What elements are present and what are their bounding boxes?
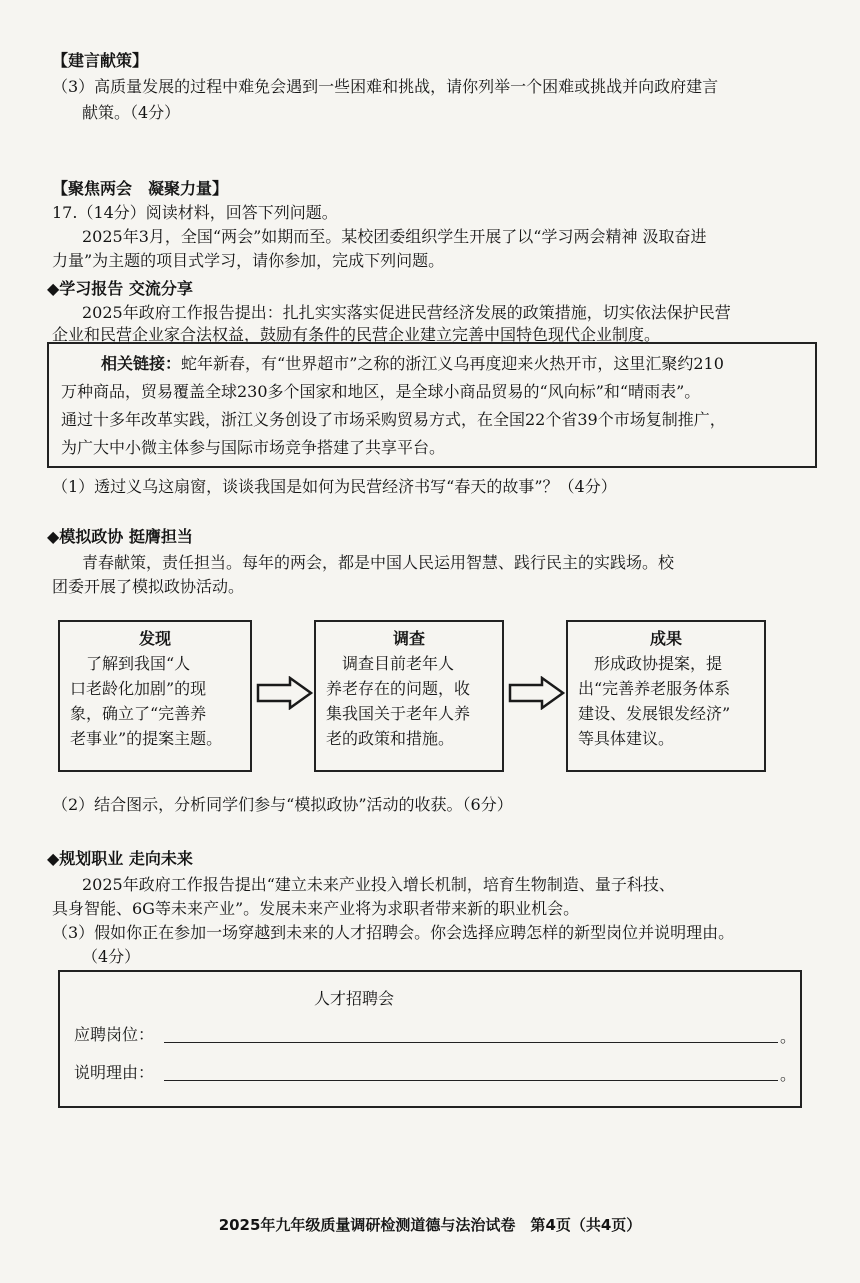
flow-text: 调查目前老年人 (326, 654, 455, 673)
related-link-label: 相关链接： (101, 354, 182, 373)
report-text: 2025年政府工作报告提出：扎扎实实落实促进民营经济发展的政策措施，切实依法保护民营 (82, 303, 731, 322)
flow-text: 了解到我国“人 (70, 654, 191, 673)
position-label: 应聘岗位： (74, 1025, 155, 1044)
flow-text: 建设、发展银发经济” (578, 704, 731, 723)
mock-cppcc-intro: 青春献策，责任担当。每年的两会，都是中国人民运用智慧、践行民主的实践场。校 (82, 553, 675, 572)
position-answer-line[interactable] (164, 1042, 778, 1043)
flow-arrow-right-icon (256, 676, 314, 710)
mock-cppcc-intro-cont: 团委开展了模拟政协活动。 (52, 577, 245, 596)
position-period: 。 (780, 1027, 797, 1046)
future-industry-text: 2025年政府工作报告提出“建立未来产业投入增长机制，培育生物制造、量子科技、 (82, 875, 675, 894)
flow-box-result (566, 620, 766, 772)
future-industry-text-cont: 具身智能、6G等未来产业”。发展未来产业将为求职者带来新的职业机会。 (52, 899, 580, 918)
part-heading-career-planning: ◆规划职业 走向未来 (47, 849, 193, 868)
flow-text: 等具体建议。 (578, 729, 675, 748)
intro-text: 2025年3月，全国“两会”如期而至。某校团委组织学生开展了以“学习两会精神 汲取奋进 (82, 227, 707, 246)
related-link-text: 蛇年新春，有“世界超市”之称的浙江义乌再度迎来火热开市，这里汇聚约210 (181, 354, 724, 373)
related-link-text-2: 万种商品，贸易覆盖全球230多个国家和地区，是全球小商品贸易的“风向标”和“晴雨表”。 (61, 382, 701, 401)
flow-title: 发现 (138, 629, 171, 648)
flow-box-investigation (314, 620, 504, 772)
flow-text: 养老存在的问题，收 (326, 679, 471, 698)
flow-text: 形成政协提案，提 (578, 654, 723, 673)
job-fair-box (58, 970, 802, 1108)
page-footer: 2025年九年级质量调研检测道德与法治试卷 第4页（共4页） (218, 1216, 642, 1234)
question-3b-score: （4分） (82, 947, 141, 966)
section-heading-two-sessions: 【聚焦两会 凝聚力量】 (52, 179, 229, 198)
part-heading-study-report: ◆学习报告 交流分享 (47, 279, 193, 298)
flow-title: 成果 (649, 629, 682, 648)
question-3-text-cont: 献策。（4分） (82, 103, 181, 122)
flow-text: 老的政策和措施。 (326, 729, 455, 748)
related-link-text-3: 通过十多年改革实践，浙江义务创设了市场采购贸易方式，在全国22个省39个市场复制推广， (61, 410, 726, 429)
report-text-cont: 企业和民营企业家合法权益，鼓励有条件的民营企业建立完善中国特色现代企业制度。 (52, 325, 661, 344)
question-1-text: （1）透过义乌这扇窗，谈谈我国是如何为民营经济书写“春天的故事”？（4分） (52, 477, 617, 496)
question-17-header: 17.（14分）阅读材料，回答下列问题。 (52, 203, 338, 222)
related-link-text-4: 为广大中小微主体参与国际市场竞争搭建了共享平台。 (61, 438, 446, 457)
question-2-text: （2）结合图示，分析同学们参与“模拟政协”活动的收获。（6分） (52, 795, 513, 814)
flow-text: 象，确立了“完善养 (70, 704, 207, 723)
reason-period: 。 (780, 1065, 797, 1084)
reason-answer-line[interactable] (164, 1080, 778, 1081)
flow-title: 调查 (392, 629, 425, 648)
question-3b-text: （3）假如你正在参加一场穿越到未来的人才招聘会。你会选择应聘怎样的新型岗位并说明理由。 (52, 923, 735, 942)
related-link-box (47, 342, 817, 468)
section-heading-suggestions: 【建言献策】 (52, 51, 149, 70)
flow-text: 集我国关于老年人养 (326, 704, 471, 723)
flow-text: 口老龄化加剧”的现 (70, 679, 207, 698)
flow-arrow-right-icon (508, 676, 566, 710)
flow-text: 老事业”的提案主题。 (70, 729, 223, 748)
part-heading-mock-cppcc: ◆模拟政协 挺膺担当 (47, 527, 193, 546)
flow-box-discovery (58, 620, 252, 772)
job-fair-title: 人才招聘会 (314, 989, 395, 1008)
intro-text-cont: 力量”为主题的项目式学习，请你参加，完成下列问题。 (52, 251, 445, 270)
question-3-text: （3）高质量发展的过程中难免会遇到一些困难和挑战，请你列举一个困难或挑战并向政府建言 (52, 77, 719, 96)
flow-text: 出“完善养老服务体系 (578, 679, 731, 698)
reason-label: 说明理由： (74, 1063, 155, 1082)
